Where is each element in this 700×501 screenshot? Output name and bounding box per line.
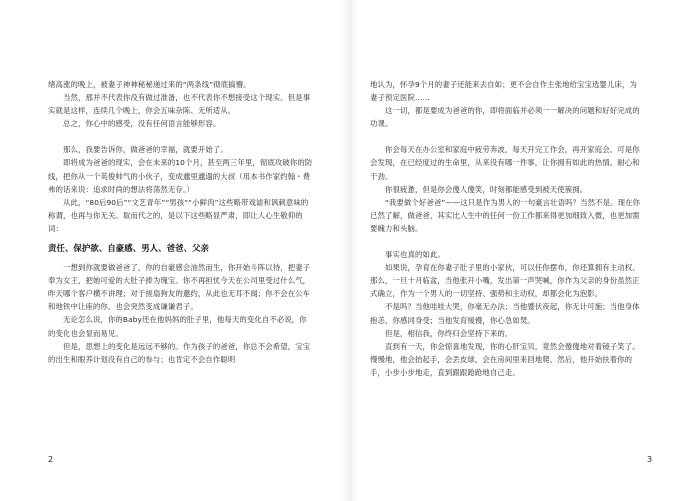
section-gap [370, 130, 642, 143]
right-page-text [370, 78, 642, 379]
paragraph: 如果说，孕育在你妻子肚子里的小家伙，可以任你摆布，你还算拥有主动权。那么，一旦十月临盆，当他张开小嘴，发出第一声哭喊，你作为父亲的身份虽然正式确立，作为一个男人的一切坚持、强势和主动权，却都会化为泡影。 [370, 263, 640, 299]
paragraph: 绪高涨的晚上，被妻子神神秘秘递过来的“两条线”彻底搞懵。 [48, 80, 251, 89]
paragraph: 不是吗？当他哇哇大哭，你毫无办法；当他蹙伏夜起，你无计可施；当他身体抱恙，你感同身受；当他发育缓慢，你心急如焚。 [370, 302, 640, 325]
paragraph: “我要做个好爸爸”——这只是作为男人的一句豪言壮语吗？当然不是。现在你已然了解，做爸爸，其实比人生中的任何一份工作都来得更加细致入微，也更加需要魄力和头脑。 [370, 197, 641, 233]
paragraph: 总之，你心中的感受，没有任何语言能够形容。 [63, 119, 221, 129]
paragraph: 直到有一天，你会惊喜地发现，你的心肝宝贝，竟然会傻傻地对着镜子笑了。慢慢地，他会抬起手，会丢皮球，会在房间里来回地爬，然后，他开始扶着你的手，小步小步地走，直到跟跟跄跄地自己走。 [370, 341, 640, 377]
section-heading: 责任、保护欲、自豪感、男人、爸爸、父亲 [48, 243, 210, 254]
right-page [350, 0, 700, 501]
paragraph: 但是，思想上的变化是远远不够的。作为孩子的爸爸，你总不会希望，宝宝的出生和眼养计划没有自己的参与；也肯定不会自作聪明 [48, 341, 311, 364]
paragraph: 一想到你就要做爸爸了，你的自豪感会油然而生，你开始斗阵以待，把妻子奉为女王，把她可爱的大肚子捧为瑰宝。你不再担忧今天在公司里受过什么气，昨天哪个客户横不讲理；对于搓扇狗友的邀约，从此也无耳不闻；你不会在公车和地铁中让座的你，也会突然变成谦谦君子。 [48, 263, 311, 312]
paragraph: 当然，那并不代表你没有做过准备，也不代表你不想接受这个现实。但是事实就是这样，连续几个晚上，你会五味杂陈、无所适从。 [48, 93, 311, 116]
paragraph: 那么，我要告诉你，做爸爸的幸福，就要开始了。 [63, 145, 228, 155]
paragraph: 这一切，都是要成为爸爸的你，即将面临并必须一一解决的问题和好好完成的功课。 [370, 106, 640, 129]
paragraph: 即将成为爸爸的现实，会在未来的10个月，甚至两三年里，彻底攻破你的防线，把你从一个英俊帅气的小伙子，变成邋里邋遢的大叔（用本书作家约翰・费弗的话来说：追求时尚的想法将荡然无存。） [48, 158, 313, 194]
left-page-text [48, 78, 314, 366]
section-gap [48, 130, 314, 143]
paragraph: 从此，“80后90后”“文艺青年”“男孩”“小鲜肉”这些略带戏谑和讽刺意味的称谓，也再与你无关。取而代之的，是以下这些略显严肃，即让人心生敬仰的词： [48, 197, 309, 233]
paragraph: 你很疲惫，但是你会傻人傻笑，时刻都能感受到被天使簇拥。 [385, 184, 588, 194]
paragraph: 地认为，怀孕9个月的妻子还能来去自如；更不会自作主张地给宝宝选婴儿床，为妻子预定医院…… [370, 80, 637, 103]
paragraph: 但是，相信我，你终归会坚持下来的。 [385, 328, 513, 338]
paragraph: 无论怎么说，你的Baby还在他妈妈的肚子里，他每天的变化自不必说，你的变化也会显而易见。 [48, 315, 307, 338]
page-number: 3 [647, 455, 653, 464]
paragraph: 你会每天在办公室和家庭中疲劳奔波，每天开完工作会，再开家庭会。可是你会发现，在已经度过的生命里，从来没有哪一件事，让你拥有如此的热情、耐心和干劲。 [370, 145, 640, 181]
paragraph: 事实也真的如此。 [385, 250, 445, 260]
page-number: 2 [48, 455, 54, 464]
section-gap [370, 235, 642, 248]
